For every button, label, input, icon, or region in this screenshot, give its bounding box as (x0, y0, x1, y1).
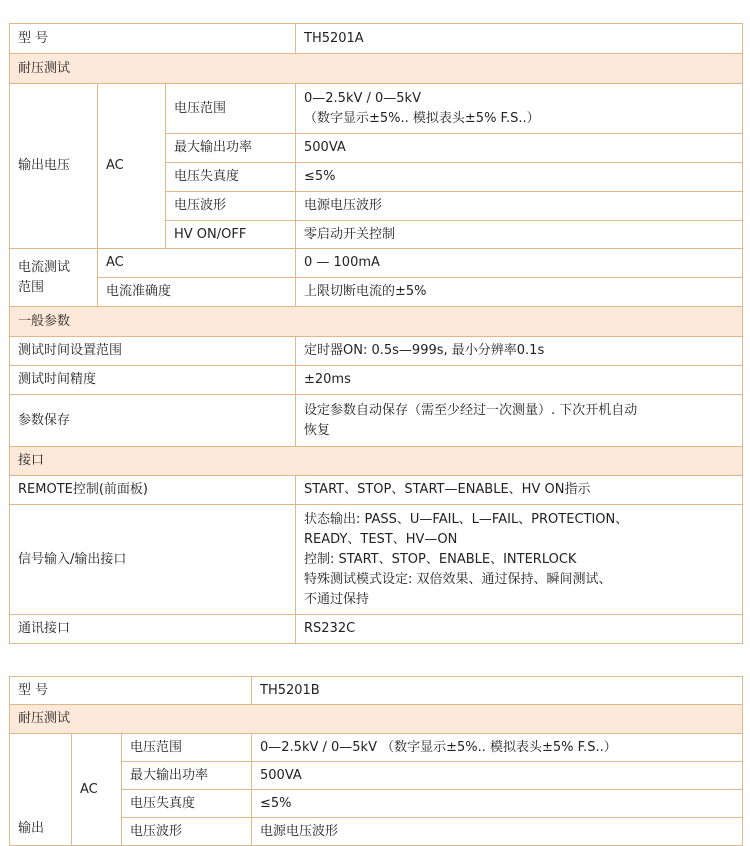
signal-line: READY、TEST、HV—ON (304, 531, 458, 547)
comm-label: 通讯接口 (10, 615, 296, 644)
model-label: 型 号 (10, 24, 296, 54)
distortion-label: 电压失真度 (166, 163, 296, 192)
section-interface: 接口 (10, 447, 743, 476)
current-ac-label: AC (98, 249, 296, 278)
ac-label: AC (72, 734, 122, 846)
signal-line: 控制: START、STOP、ENABLE、INTERLOCK (304, 551, 577, 567)
current-range-label (10, 249, 98, 307)
waveform-label: 电压波形 (122, 818, 252, 846)
distortion-value: ≤5% (296, 163, 743, 192)
param-save-value (296, 395, 743, 447)
time-range-value: 定时器ON: 0.5s—999s, 最小分辨率0.1s (296, 337, 743, 366)
spec-table-th5201a (9, 23, 743, 644)
param-save-line1: 设定参数自动保存（需至少经过一次测量）. 下次开机自动 (304, 402, 638, 418)
spec-table-th5201b (9, 676, 743, 846)
waveform-label: 电压波形 (166, 192, 296, 221)
current-ac-value: 0 — 100mA (296, 249, 743, 278)
current-accuracy-value: 上限切断电流的±5% (296, 278, 743, 307)
current-accuracy-label: 电流准确度 (98, 278, 296, 307)
comm-value: RS232C (296, 615, 743, 644)
voltage-range-line1: 0—2.5kV / 0—5kV (304, 90, 421, 106)
distortion-label: 电压失真度 (122, 790, 252, 818)
voltage-range-line2: （数字显示±5%.. 模拟表头±5% F.S..） (304, 110, 540, 126)
voltage-range-label: 电压范围 (166, 84, 296, 134)
output-label: 输出 (10, 734, 72, 846)
max-power-label: 最大输出功率 (122, 762, 252, 790)
waveform-value: 电源电压波形 (252, 818, 743, 846)
signal-value (296, 505, 743, 615)
model-value: TH5201A (296, 24, 743, 54)
signal-line: 不通过保持 (304, 591, 370, 607)
section-withstand: 耐压测试 (10, 705, 743, 734)
waveform-value: 电源电压波形 (296, 192, 743, 221)
max-power-value: 500VA (296, 134, 743, 163)
model-label: 型 号 (10, 677, 252, 705)
max-power-value: 500VA (252, 762, 743, 790)
hv-onoff-value: 零启动开关控制 (296, 221, 743, 249)
current-range-label-line2: 范围 (18, 279, 45, 295)
time-accuracy-value: ±20ms (296, 366, 743, 395)
ac-label: AC (98, 84, 166, 249)
section-general: 一般参数 (10, 307, 743, 337)
signal-line: 特殊测试模式设定: 双倍效果、通过保持、瞬间测试、 (304, 571, 612, 587)
section-withstand: 耐压测试 (10, 54, 743, 84)
voltage-range-value: 0—2.5kV / 0—5kV （数字显示±5%.. 模拟表头±5% F.S..） (252, 734, 743, 762)
remote-label: REMOTE控制(前面板) (10, 476, 296, 505)
hv-onoff-label: HV ON/OFF (166, 221, 296, 249)
voltage-range-label: 电压范围 (122, 734, 252, 762)
param-save-label: 参数保存 (10, 395, 296, 447)
voltage-range-value (296, 84, 743, 134)
time-accuracy-label: 测试时间精度 (10, 366, 296, 395)
max-power-label: 最大输出功率 (166, 134, 296, 163)
param-save-line2: 恢复 (304, 422, 331, 438)
current-range-label-line1: 电流测试 (18, 259, 71, 275)
distortion-value: ≤5% (252, 790, 743, 818)
signal-label: 信号输入/输出接口 (10, 505, 296, 615)
signal-line: 状态输出: PASS、U—FAIL、L—FAIL、PROTECTION、 (304, 511, 629, 527)
model-value: TH5201B (252, 677, 743, 705)
output-voltage-label: 输出电压 (10, 84, 98, 249)
time-range-label: 测试时间设置范围 (10, 337, 296, 366)
remote-value: START、STOP、START—ENABLE、HV ON指示 (296, 476, 743, 505)
